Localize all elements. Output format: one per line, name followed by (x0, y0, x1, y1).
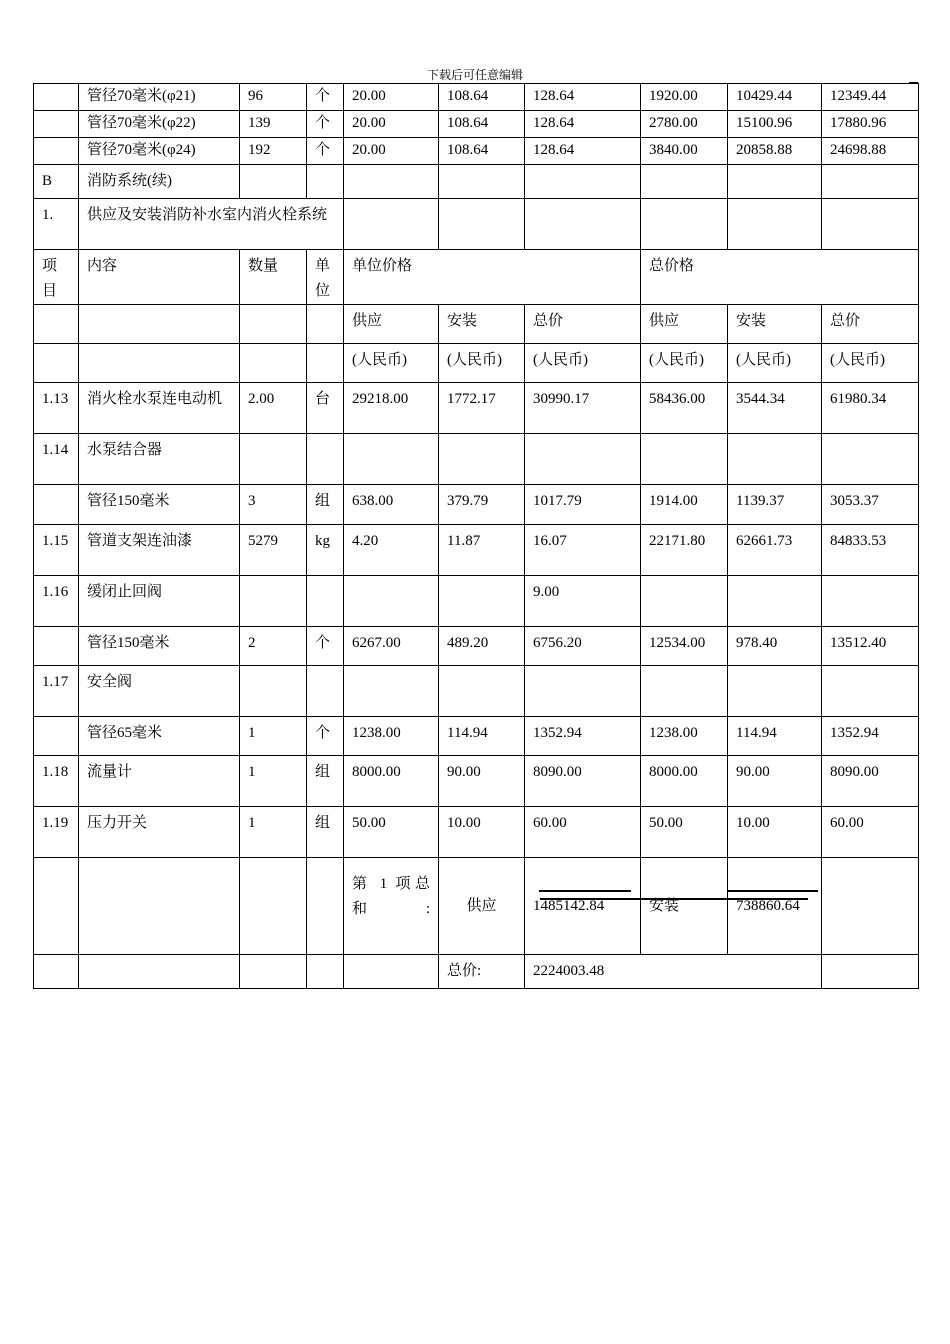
item-unit: 个 (307, 138, 344, 165)
column-header-row (34, 250, 919, 305)
item-qty: 1 (240, 756, 307, 807)
total-install: 978.40 (728, 627, 822, 666)
item-code: 1.15 (34, 525, 79, 576)
item-qty: 3 (240, 485, 307, 525)
summary-supply-value: 1485142.84 (533, 897, 605, 914)
total-supply: 1920.00 (641, 84, 728, 111)
table-row (34, 525, 919, 576)
table-row (34, 434, 919, 485)
total-total: 3053.37 (822, 485, 919, 525)
item-qty: 192 (240, 138, 307, 165)
page-header-note: 下载后可任意编辑 (426, 68, 523, 82)
unit-total: 8090.00 (525, 756, 641, 807)
table-row (34, 717, 919, 756)
total-install: 114.94 (728, 717, 822, 756)
table-row (34, 576, 919, 627)
item-qty: 139 (240, 111, 307, 138)
item-qty: 1 (240, 717, 307, 756)
total-total: 24698.88 (822, 138, 919, 165)
col-total-supply: 供应 (641, 305, 728, 344)
total-supply: 1914.00 (641, 485, 728, 525)
table-row (34, 756, 919, 807)
item-qty: 5279 (240, 525, 307, 576)
col-unit-price: 单位价格 (344, 250, 641, 305)
total-install: 1139.37 (728, 485, 822, 525)
summary-install-value: 738860.64 (736, 897, 800, 914)
item-code-cell (34, 111, 79, 138)
total-total: 12349.44 (822, 84, 919, 111)
col-unit: 单位 (307, 250, 344, 305)
table-row (34, 485, 919, 525)
item-code: 1.19 (34, 807, 79, 858)
currency-label: (人民币) (439, 344, 525, 383)
unit-supply: 20.00 (344, 84, 439, 111)
unit-install: 114.94 (439, 717, 525, 756)
section-code: B (34, 165, 79, 199)
total-install: 62661.73 (728, 525, 822, 576)
unit-supply: 4.20 (344, 525, 439, 576)
item-qty: 2 (240, 627, 307, 666)
item-unit: 组 (307, 807, 344, 858)
item-name: 管径70毫米(φ24) (79, 138, 240, 165)
table-row (34, 627, 919, 666)
grand-total-label: 总价: (439, 955, 525, 989)
col-unit-supply: 供应 (344, 305, 439, 344)
table-row (34, 666, 919, 717)
total-supply: 12534.00 (641, 627, 728, 666)
subsection-code: 1. (34, 199, 79, 250)
unit-install: 108.64 (439, 84, 525, 111)
unit-install: 489.20 (439, 627, 525, 666)
item-code-cell (34, 138, 79, 165)
item-name: 管径150毫米 (79, 627, 240, 666)
item-unit: 个 (307, 111, 344, 138)
item-code: 1.17 (34, 666, 79, 717)
total-supply: 3840.00 (641, 138, 728, 165)
col-item: 项目 (34, 250, 79, 305)
unit-total: 30990.17 (525, 383, 641, 434)
unit-total: 128.64 (525, 84, 641, 111)
total-total: 13512.40 (822, 627, 919, 666)
col-total-total: 总价 (822, 305, 919, 344)
unit-total: 1017.79 (525, 485, 641, 525)
summary-supply-cell (525, 858, 641, 955)
col-content: 内容 (79, 250, 240, 305)
unit-supply: 638.00 (344, 485, 439, 525)
item-name: 管径70毫米(φ22) (79, 111, 240, 138)
item-name: 安全阀 (79, 666, 240, 717)
strike-line (728, 890, 818, 892)
total-total: 61980.34 (822, 383, 919, 434)
table-row (34, 383, 919, 434)
item-unit: 台 (307, 383, 344, 434)
unit-supply: 20.00 (344, 111, 439, 138)
col-qty: 数量 (240, 250, 307, 305)
subsection-title: 供应及安装消防补水室内消火栓系统 (79, 199, 344, 250)
total-supply: 50.00 (641, 807, 728, 858)
total-install: 10.00 (728, 807, 822, 858)
col-unit-total: 总价 (525, 305, 641, 344)
unit-install: 11.87 (439, 525, 525, 576)
table-row (34, 807, 919, 858)
unit-supply: 50.00 (344, 807, 439, 858)
item-name: 缓闭止回阀 (79, 576, 240, 627)
grand-total-value: 2224003.48 (525, 955, 822, 989)
subsection-row (34, 199, 919, 250)
unit-supply: 29218.00 (344, 383, 439, 434)
total-supply: 22171.80 (641, 525, 728, 576)
grand-total-row (34, 955, 919, 989)
total-total: 1352.94 (822, 717, 919, 756)
unit-total: 9.00 (525, 576, 641, 627)
item-code (34, 627, 79, 666)
item-name: 管径65毫米 (79, 717, 240, 756)
total-install: 3544.34 (728, 383, 822, 434)
currency-label: (人民币) (641, 344, 728, 383)
item-code (34, 717, 79, 756)
currency-label: (人民币) (344, 344, 439, 383)
item-name: 水泵结合器 (79, 434, 240, 485)
summary-row (34, 858, 919, 955)
item-unit: 个 (307, 627, 344, 666)
item-unit: 个 (307, 84, 344, 111)
unit-supply: 8000.00 (344, 756, 439, 807)
unit-total: 128.64 (525, 138, 641, 165)
total-install: 10429.44 (728, 84, 822, 111)
summary-install-cell (728, 858, 822, 955)
currency-label: (人民币) (822, 344, 919, 383)
quotation-table (33, 83, 919, 989)
currency-label: (人民币) (728, 344, 822, 383)
currency-label: (人民币) (525, 344, 641, 383)
total-total: 17880.96 (822, 111, 919, 138)
table-row (34, 84, 919, 111)
total-supply: 1238.00 (641, 717, 728, 756)
total-install: 90.00 (728, 756, 822, 807)
summary-supply-label: 供应 (439, 858, 525, 955)
unit-install: 90.00 (439, 756, 525, 807)
item-code (34, 485, 79, 525)
total-total: 84833.53 (822, 525, 919, 576)
summary-install-label: 安装 (641, 858, 728, 955)
total-supply: 8000.00 (641, 756, 728, 807)
item-unit: kg (307, 525, 344, 576)
section-row (34, 165, 919, 199)
item-name: 流量计 (79, 756, 240, 807)
unit-total: 60.00 (525, 807, 641, 858)
unit-install: 108.64 (439, 138, 525, 165)
total-supply: 2780.00 (641, 111, 728, 138)
col-total-price: 总价格 (641, 250, 919, 305)
unit-install: 108.64 (439, 111, 525, 138)
total-total: 8090.00 (822, 756, 919, 807)
item-qty: 96 (240, 84, 307, 111)
section-title: 消防系统(续) (79, 165, 240, 199)
total-supply: 58436.00 (641, 383, 728, 434)
currency-row (34, 344, 919, 383)
item-code: 1.16 (34, 576, 79, 627)
unit-install: 379.79 (439, 485, 525, 525)
item-name: 管径150毫米 (79, 485, 240, 525)
total-install: 15100.96 (728, 111, 822, 138)
item-code: 1.18 (34, 756, 79, 807)
item-qty: 1 (240, 807, 307, 858)
unit-supply: 6267.00 (344, 627, 439, 666)
strike-line (539, 890, 631, 892)
unit-total: 16.07 (525, 525, 641, 576)
item-name: 管道支架连油漆 (79, 525, 240, 576)
unit-total: 1352.94 (525, 717, 641, 756)
item-code-cell (34, 84, 79, 111)
item-name: 消火栓水泵连电动机 (79, 383, 240, 434)
column-subheader-row (34, 305, 919, 344)
item-qty: 2.00 (240, 383, 307, 434)
unit-supply: 20.00 (344, 138, 439, 165)
item-name: 管径70毫米(φ21) (79, 84, 240, 111)
unit-total: 128.64 (525, 111, 641, 138)
col-total-install: 安装 (728, 305, 822, 344)
item-unit: 个 (307, 717, 344, 756)
total-total: 60.00 (822, 807, 919, 858)
item-unit: 组 (307, 485, 344, 525)
item-name: 压力开关 (79, 807, 240, 858)
table-row (34, 111, 919, 138)
unit-total: 6756.20 (525, 627, 641, 666)
unit-install: 1772.17 (439, 383, 525, 434)
unit-install: 10.00 (439, 807, 525, 858)
item-code: 1.14 (34, 434, 79, 485)
underline-mark (540, 898, 808, 900)
item-unit: 组 (307, 756, 344, 807)
col-unit-install: 安装 (439, 305, 525, 344)
unit-supply: 1238.00 (344, 717, 439, 756)
summary-label: 第 1 项总和: (344, 858, 439, 955)
item-code: 1.13 (34, 383, 79, 434)
table-row (34, 138, 919, 165)
total-install: 20858.88 (728, 138, 822, 165)
